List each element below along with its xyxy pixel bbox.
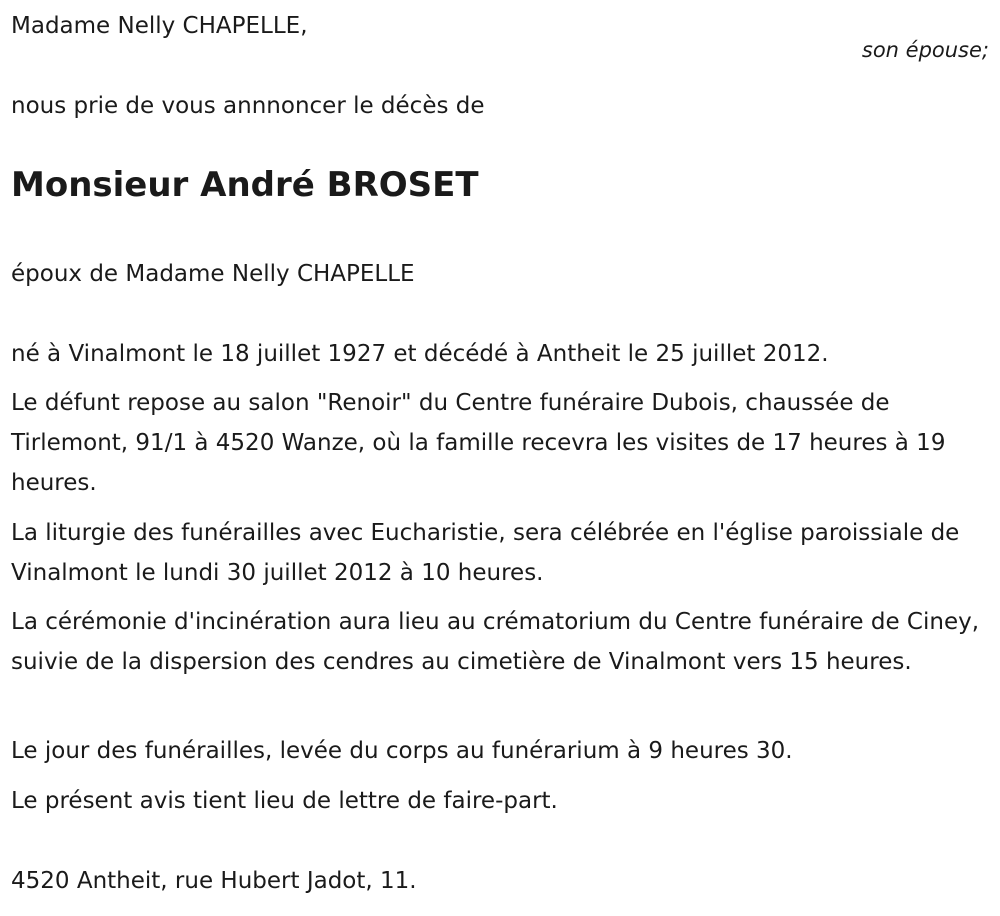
announcer-relation: son épouse;: [861, 38, 989, 62]
liturgy-paragraph: La liturgie des funérailles avec Eucharistie, sera célébrée en l'église paroissiale de Vinalmont le lundi 30 juillet 2012 à 10 heures.: [11, 520, 960, 586]
announcer-name: Madame Nelly CHAPELLE,: [11, 13, 308, 39]
birth-death-dates: né à Vinalmont le 18 juillet 1927 et décédé à Antheit le 25 juillet 2012.: [11, 341, 829, 367]
spouse-line: époux de Madame Nelly CHAPELLE: [11, 261, 415, 287]
body-removal-line: Le jour des funérailles, levée du corps au funérarium à 9 heures 30.: [11, 738, 793, 764]
family-address: 4520 Antheit, rue Hubert Jadot, 11.: [11, 868, 417, 894]
cremation-paragraph: La cérémonie d'incinération aura lieu au crématorium du Centre funéraire de Ciney, suivie de la dispersion des cendres au cimetière de Vinalmont vers 15 heures.: [11, 609, 980, 675]
viewing-paragraph: Le défunt repose au salon "Renoir" du Centre funéraire Dubois, chaussée de Tirlemont, 91/1 à 4520 Wanze, où la famille recevra les visites de 17 heures à 19 heures.: [11, 390, 946, 496]
intro-text: nous prie de vous annnoncer le décès de: [11, 93, 485, 119]
notice-statement: Le présent avis tient lieu de lettre de faire-part.: [11, 788, 558, 814]
deceased-name: Monsieur André BROSET: [11, 165, 479, 205]
